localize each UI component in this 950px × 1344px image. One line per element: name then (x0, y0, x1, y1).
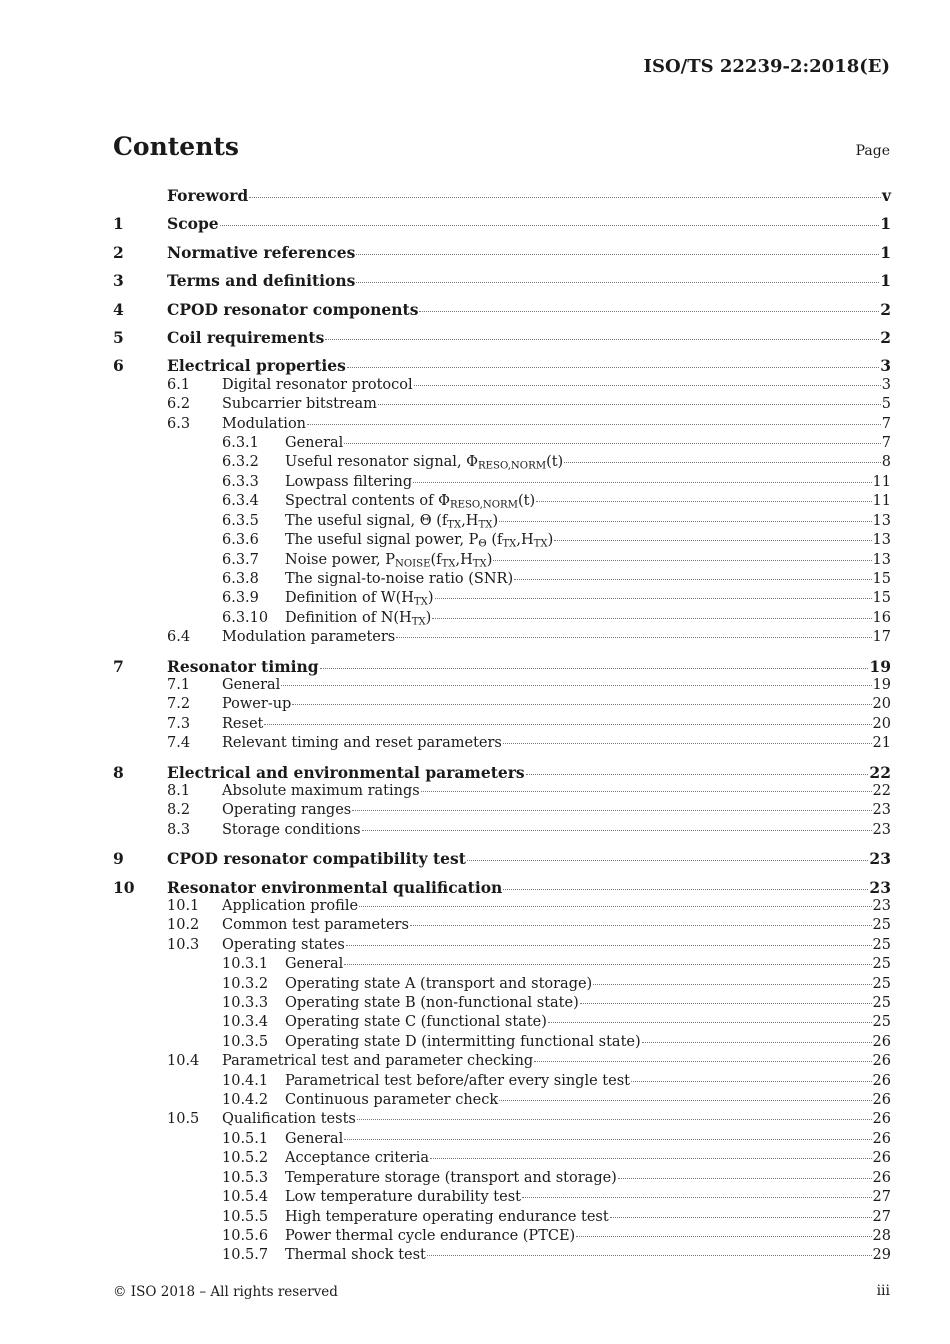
toc-entry-number: 6.3.10 (222, 609, 269, 626)
toc-entry-title: Resonator environmental qualification (167, 877, 503, 897)
toc-entry-title: Absolute maximum ratings (222, 782, 420, 799)
dot-leader (396, 637, 871, 638)
toc-entry-page: 2 (880, 299, 891, 319)
toc-entry-title: Electrical and environmental parameters (167, 762, 525, 782)
toc-entry-page: 25 (872, 1014, 891, 1031)
toc-entry-number: 6.3.6 (222, 532, 259, 549)
toc-entry-title: Operating state D (intermitting functional state) (285, 1033, 641, 1050)
toc-entry[interactable] (113, 1110, 891, 1129)
toc-entry[interactable] (113, 994, 891, 1013)
toc-entry-page: 22 (869, 762, 891, 782)
toc-entry-number: 6.3.3 (222, 473, 259, 490)
toc-entry-title: Terms and definitions (167, 271, 356, 291)
toc-entry[interactable] (113, 782, 891, 801)
toc-entry-page: 2 (880, 328, 891, 348)
toc-entry-title: Foreword (167, 186, 249, 205)
dot-leader (610, 1217, 872, 1218)
dot-leader (503, 743, 872, 744)
toc-entry-title: Definition of $W(H_{TX})$ (285, 590, 434, 608)
dot-leader (264, 724, 871, 725)
toc-entry-title: Power-up (222, 696, 292, 713)
page-column-label: Page (855, 143, 890, 159)
toc-entry-page: 23 (872, 821, 891, 838)
toc-entry-page: 26 (872, 1169, 891, 1186)
toc-entry-number: 10.5.5 (222, 1208, 269, 1225)
toc-entry[interactable] (113, 271, 891, 290)
toc-entry-number: 6.4 (167, 629, 191, 646)
toc-entry-number: 7.4 (167, 735, 191, 752)
toc-entry-title: Power thermal cycle endurance (PTCE) (285, 1227, 576, 1244)
toc-entry[interactable] (113, 695, 891, 714)
toc-entry-title: Electrical properties (167, 356, 346, 376)
toc-entry-title: Storage conditions (222, 821, 361, 838)
toc-entry-title: Scope (167, 214, 219, 234)
toc-entry-number: 10.5.3 (222, 1169, 269, 1186)
toc-entry[interactable] (113, 492, 891, 511)
toc-entry-page: 13 (872, 532, 891, 549)
toc-entry[interactable] (113, 801, 891, 820)
toc-entry-page: v (881, 186, 891, 205)
toc-entry-number: 8 (113, 762, 124, 782)
toc-entry-number: 6.3.1 (222, 435, 259, 452)
toc-entry-page: 11 (872, 473, 891, 490)
dot-leader (618, 1178, 872, 1179)
document-id: ISO/TS 22239-2:2018(E) (643, 56, 890, 77)
toc-entry-page: 17 (872, 629, 891, 646)
toc-entry[interactable] (113, 1188, 891, 1207)
toc-entry[interactable] (113, 1072, 891, 1091)
toc-entry-page: 26 (872, 1072, 891, 1089)
toc-entry-page: 13 (872, 551, 891, 568)
toc-entry[interactable] (113, 676, 891, 695)
toc-entry[interactable] (113, 473, 891, 492)
toc-entry-number: 10.3.1 (222, 956, 269, 973)
dot-leader (580, 1003, 872, 1004)
toc-entry-page: 19 (869, 656, 891, 676)
dot-leader (642, 1042, 872, 1043)
toc-entry-page: 27 (872, 1208, 891, 1225)
dot-leader (344, 1139, 871, 1140)
toc-entry-page: 20 (872, 696, 891, 713)
toc-entry-title: Operating states (222, 936, 345, 953)
toc-entry-number: 10.5.1 (222, 1130, 269, 1147)
toc-entry-page: 26 (872, 1092, 891, 1109)
toc-entry-number: 10.5.7 (222, 1247, 269, 1264)
toc-entry-title: Subcarrier bitstream (222, 396, 377, 413)
toc-entry[interactable] (113, 936, 891, 955)
toc-entry-page: 23 (869, 877, 891, 897)
toc-entry-title: Definition of $N(H_{TX})$ (285, 609, 432, 628)
toc-entry-number: 6.3.8 (222, 570, 259, 587)
toc-entry-page: 26 (872, 1053, 891, 1070)
toc-entry-number: 6.2 (167, 396, 191, 413)
toc-entry-title: The useful signal, Θ $(f_{TX},H_{TX})$ (285, 512, 499, 531)
dot-leader (435, 598, 872, 599)
toc-entry-title: General (285, 956, 344, 973)
toc-entry-page: 29 (872, 1247, 891, 1264)
toc-entry-number: 10.5.6 (222, 1227, 269, 1244)
toc-entry-number: 10.4.2 (222, 1092, 269, 1109)
toc-entry-number: 10.3.3 (222, 995, 269, 1012)
toc-entry-title: Continuous parameter check (285, 1092, 499, 1109)
toc-entry-title: CPOD resonator components (167, 299, 419, 319)
toc-entry[interactable] (113, 589, 891, 608)
toc-entry-title: Coil requirements (167, 328, 325, 348)
dot-leader (522, 1197, 872, 1198)
toc-entry-title: General (285, 1130, 344, 1147)
toc-entry-page: 7 (881, 415, 891, 432)
dot-leader (564, 462, 881, 463)
toc-entry-title: Parametrical test before/after every single test (285, 1072, 630, 1089)
toc-entry-number: 10 (113, 877, 135, 897)
toc-entry-title: Spectral contents of $\Phi_{RESO,NORM}(t)$ (285, 493, 536, 511)
dot-leader (359, 906, 871, 907)
toc-entry-title: Operating state A (transport and storage) (285, 975, 593, 992)
dot-leader (325, 339, 879, 340)
toc-entry-title: Qualification tests (222, 1111, 356, 1128)
dot-leader (631, 1081, 872, 1082)
toc-entry-page: 28 (872, 1227, 891, 1244)
dot-leader (593, 984, 871, 985)
toc-entry[interactable] (113, 1033, 891, 1052)
toc-entry-page: 21 (872, 735, 891, 752)
toc-entry[interactable] (113, 1130, 891, 1149)
toc-entry-title: Common test parameters (222, 917, 409, 934)
toc-entry-title: The signal-to-noise ratio (SNR) (285, 570, 514, 587)
table-of-contents (113, 186, 891, 1266)
toc-entry[interactable] (113, 1208, 891, 1227)
toc-entry[interactable] (113, 715, 891, 734)
toc-entry-title: Application profile (222, 898, 359, 914)
toc-entry-number: 7 (113, 656, 124, 676)
dot-leader (427, 1255, 872, 1256)
toc-entry-page: 26 (872, 1130, 891, 1147)
toc-entry-page: 25 (872, 936, 891, 953)
toc-entry-title: The useful signal power, $P_\Theta$ $(f_{TX},H_{TX})$ (285, 532, 554, 550)
toc-entry-page: 3 (880, 356, 891, 376)
dot-leader (307, 424, 881, 425)
toc-entry-title: Relevant timing and reset parameters (222, 735, 502, 752)
dot-leader (421, 791, 872, 792)
toc-entry-number: 8.2 (167, 802, 191, 819)
toc-entry-page: 23 (869, 849, 891, 869)
toc-entry-title: Operating state B (non-functional state) (285, 995, 579, 1012)
dot-leader (554, 540, 871, 541)
dot-leader (346, 945, 872, 946)
dot-leader (499, 521, 871, 522)
toc-entry[interactable] (113, 1013, 891, 1032)
dot-leader (526, 774, 869, 775)
toc-entry-number: 6.3 (167, 415, 191, 432)
dot-leader (344, 964, 871, 965)
dot-leader (548, 1022, 872, 1023)
dot-leader (378, 404, 881, 405)
dot-leader (413, 482, 871, 483)
dot-leader (410, 925, 872, 926)
toc-entry[interactable] (113, 243, 891, 262)
toc-entry-page: 1 (880, 214, 891, 234)
toc-entry-number: 10.4 (167, 1053, 200, 1070)
toc-entry-page: 22 (872, 782, 891, 799)
dot-leader (493, 560, 871, 561)
toc-entry-title: Operating state C (functional state) (285, 1014, 547, 1031)
toc-entry-number: 10.3.5 (222, 1033, 269, 1050)
toc-entry[interactable] (113, 300, 891, 319)
dot-leader (352, 810, 871, 811)
toc-entry-page: 1 (880, 242, 891, 262)
toc-entry-number: 6.3.2 (222, 454, 259, 471)
toc-entry-number: 6 (113, 356, 124, 376)
toc-entry-number: 7.3 (167, 715, 191, 732)
toc-entry-title: Operating ranges (222, 802, 352, 819)
toc-entry[interactable] (113, 849, 891, 868)
toc-entry-title: General (285, 435, 344, 452)
page-number: iii (876, 1283, 890, 1299)
toc-entry-title: High temperature operating endurance test (285, 1208, 609, 1225)
toc-entry-title: Modulation parameters (222, 629, 396, 646)
dot-leader (357, 1119, 872, 1120)
toc-entry-page: 25 (872, 995, 891, 1012)
toc-entry[interactable] (113, 657, 891, 676)
toc-entry[interactable] (113, 453, 891, 472)
toc-entry-title: Normative references (167, 242, 356, 262)
toc-entry-number: 4 (113, 299, 124, 319)
toc-entry-title: CPOD resonator compatibility test (167, 849, 466, 869)
toc-entry-title: Temperature storage (transport and storage) (285, 1169, 617, 1186)
toc-entry[interactable] (113, 214, 891, 233)
toc-entry-number: 10.5.4 (222, 1189, 269, 1206)
toc-entry-number: 1 (113, 214, 124, 234)
toc-entry-number: 6.3.5 (222, 512, 259, 529)
copyright-notice: © ISO 2018 – All rights reserved (113, 1284, 338, 1300)
dot-leader (356, 254, 879, 255)
toc-entry-number: 6.3.7 (222, 551, 259, 568)
toc-entry-page: 26 (872, 1111, 891, 1128)
toc-entry[interactable] (113, 878, 891, 897)
dot-leader (503, 889, 868, 890)
toc-entry-number: 8.3 (167, 821, 191, 838)
dot-leader (467, 860, 869, 861)
toc-entry[interactable] (113, 328, 891, 347)
toc-entry-number: 3 (113, 271, 124, 291)
dot-leader (534, 1061, 871, 1062)
dot-leader (514, 579, 871, 580)
toc-entry-number: 8.1 (167, 782, 191, 799)
toc-entry[interactable] (113, 821, 891, 840)
toc-entry[interactable] (113, 434, 891, 453)
toc-entry[interactable] (113, 763, 891, 782)
dot-leader (347, 367, 879, 368)
toc-entry-number: 10.4.1 (222, 1072, 269, 1089)
toc-entry[interactable] (113, 1052, 891, 1071)
toc-entry-page: 13 (872, 512, 891, 529)
toc-entry-page: 23 (872, 802, 891, 819)
toc-entry-page: 3 (881, 376, 891, 393)
toc-entry[interactable] (113, 1246, 891, 1265)
toc-entry-title: Useful resonator signal, $\Phi_{RESO,NORM}(t)$ (285, 454, 564, 472)
toc-entry-page: 15 (872, 590, 891, 607)
toc-entry-title: Digital resonator protocol (222, 376, 413, 393)
toc-entry-number: 6.3.4 (222, 493, 259, 510)
toc-entry-number: 6.1 (167, 376, 191, 393)
toc-entry[interactable] (113, 1091, 891, 1110)
toc-entry[interactable] (113, 356, 891, 375)
toc-entry[interactable] (113, 1169, 891, 1188)
dot-leader (536, 501, 871, 502)
toc-entry-page: 19 (872, 676, 891, 693)
toc-entry[interactable] (113, 916, 891, 935)
toc-entry-number: 10.3 (167, 936, 200, 953)
toc-entry[interactable] (113, 186, 891, 205)
dot-leader (320, 668, 869, 669)
toc-entry-page: 26 (872, 1033, 891, 1050)
contents-heading: Contents (113, 132, 240, 161)
toc-entry[interactable] (113, 1227, 891, 1246)
toc-entry-title: Reset (222, 715, 264, 732)
toc-entry-title: General (222, 676, 281, 693)
dot-leader (220, 225, 880, 226)
dot-leader (414, 385, 881, 386)
toc-entry[interactable] (113, 628, 891, 647)
toc-entry-title: Noise power, $P_{NOISE}(f_{TX},H_{TX})$ (285, 551, 493, 570)
toc-entry-page: 27 (872, 1189, 891, 1206)
toc-entry-number: 9 (113, 849, 124, 869)
dot-leader (249, 197, 881, 198)
dot-leader (432, 618, 871, 619)
toc-entry-page: 20 (872, 715, 891, 732)
dot-leader (292, 704, 871, 705)
toc-entry-page: 16 (872, 609, 891, 626)
toc-entry-page: 11 (872, 493, 891, 510)
toc-entry-title: Parametrical test and parameter checking (222, 1053, 534, 1070)
dot-leader (419, 311, 879, 312)
toc-entry-number: 10.3.4 (222, 1014, 269, 1031)
toc-entry[interactable] (113, 531, 891, 550)
toc-entry[interactable] (113, 734, 891, 753)
toc-entry-page: 25 (872, 956, 891, 973)
toc-entry[interactable] (113, 1149, 891, 1168)
dot-leader (362, 830, 872, 831)
toc-entry-title: Low temperature durability test (285, 1189, 521, 1206)
dot-leader (499, 1100, 871, 1101)
dot-leader (356, 282, 879, 283)
toc-entry-number: 2 (113, 242, 124, 262)
dot-leader (430, 1158, 872, 1159)
toc-entry-title: Resonator timing (167, 656, 319, 676)
toc-entry-title: Thermal shock test (285, 1247, 426, 1264)
toc-entry[interactable] (113, 551, 891, 570)
toc-entry[interactable] (113, 897, 891, 916)
toc-entry-number: 6.3.9 (222, 590, 259, 607)
dot-leader (281, 685, 871, 686)
toc-entry-page: 26 (872, 1150, 891, 1167)
dot-leader (344, 443, 880, 444)
toc-entry-title: Lowpass filtering (285, 473, 413, 490)
toc-entry-title: Modulation (222, 415, 307, 432)
toc-entry-page: 8 (881, 454, 891, 471)
toc-entry-number: 7.1 (167, 676, 191, 693)
toc-entry-title: Acceptance criteria (285, 1150, 430, 1167)
toc-entry[interactable] (113, 570, 891, 589)
toc-entry-page: 5 (881, 396, 891, 413)
toc-entry-page: 25 (872, 917, 891, 934)
toc-entry[interactable] (113, 376, 891, 395)
dot-leader (576, 1236, 871, 1237)
toc-entry-page: 25 (872, 975, 891, 992)
toc-entry[interactable] (113, 415, 891, 434)
toc-entry-number: 5 (113, 328, 124, 348)
toc-entry-page: 23 (872, 898, 891, 914)
toc-entry-number: 10.5 (167, 1111, 200, 1128)
toc-entry[interactable] (113, 395, 891, 414)
toc-entry-number: 10.1 (167, 898, 200, 914)
toc-entry[interactable] (113, 955, 891, 974)
toc-entry-page: 7 (881, 435, 891, 452)
toc-entry-number: 10.2 (167, 917, 200, 934)
toc-entry[interactable] (113, 609, 891, 628)
toc-entry-page: 1 (880, 271, 891, 291)
toc-entry-number: 10.3.2 (222, 975, 269, 992)
toc-entry-number: 10.5.2 (222, 1150, 269, 1167)
toc-entry[interactable] (113, 975, 891, 994)
toc-entry[interactable] (113, 512, 891, 531)
toc-entry-number: 7.2 (167, 696, 191, 713)
toc-entry-page: 15 (872, 570, 891, 587)
